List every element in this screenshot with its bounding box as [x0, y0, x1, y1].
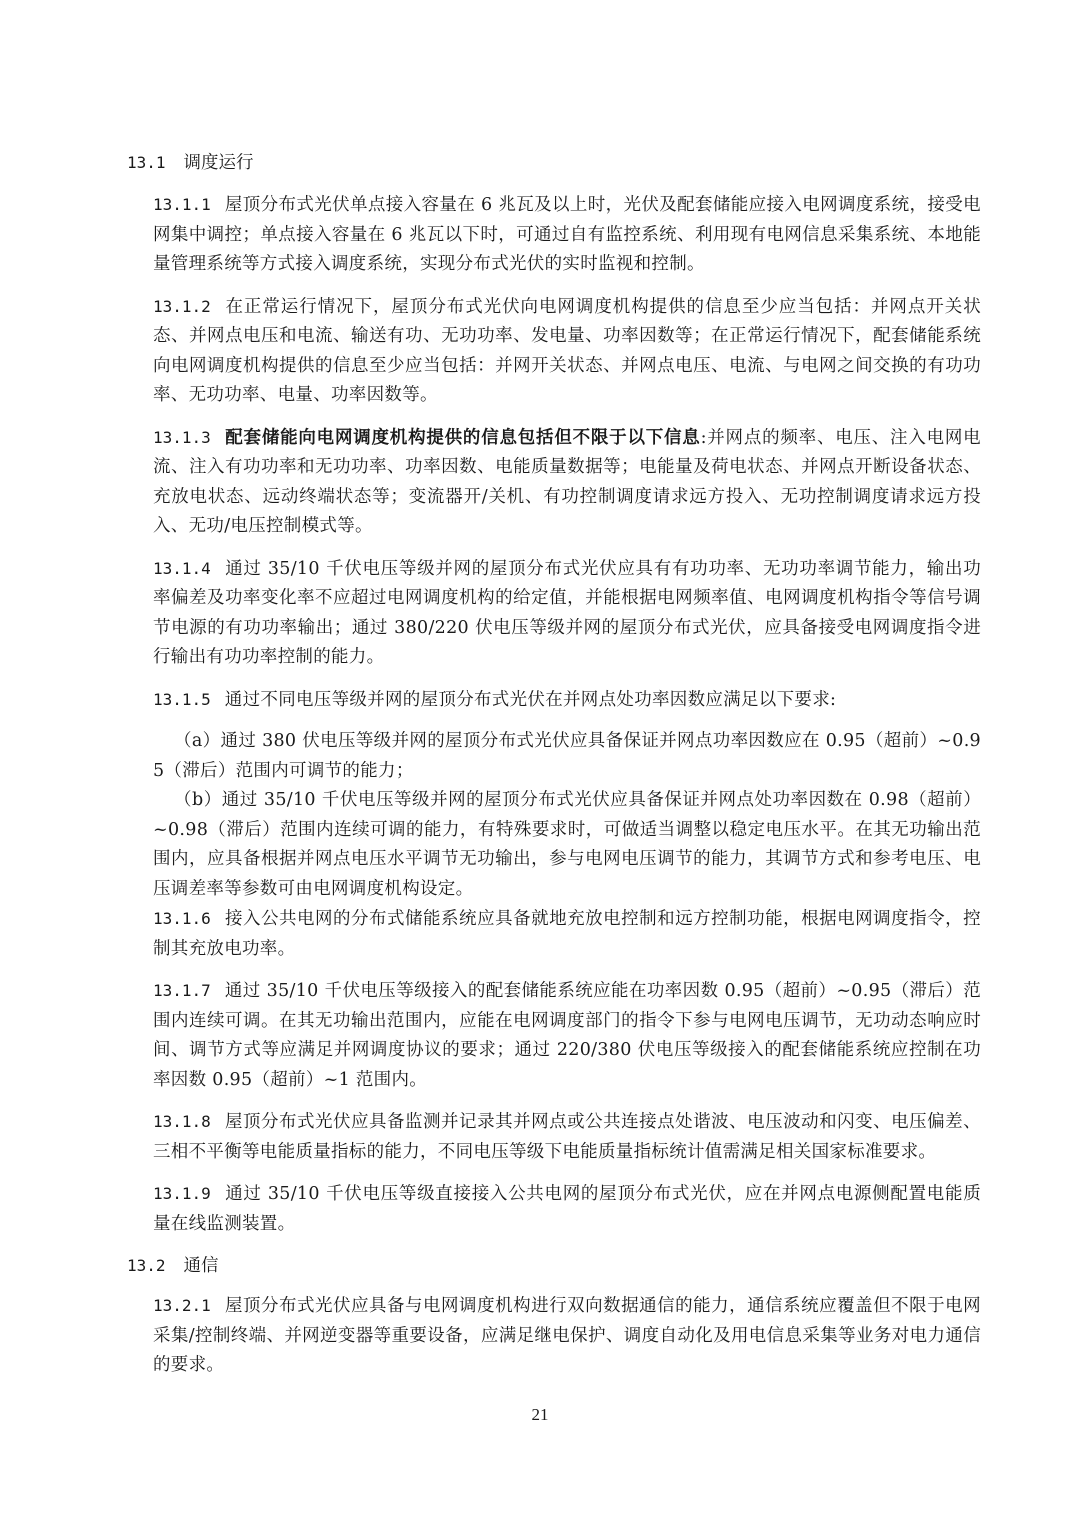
clause-13-1-9 — [153, 1179, 981, 1239]
clause-text: （a）通过 380 伏电压等级并网的屋顶分布式光伏应具备保证并网点功率因数应在 0.95（超前）~0.95（滞后）范围内可调节的能力； — [153, 731, 981, 781]
clause-number: 13.1.5 — [153, 689, 211, 709]
section-number: 13.1 — [127, 153, 166, 172]
clause-13-1-5 — [153, 685, 981, 716]
clause-text: :并网点的频率、电压、注入电网电流、注入有功功率和无功功率、功率因数、电能质量数据等；电能量及荷电状态、并网点开断设备状态、充放电状态、远动终端状态等；变流器开/关机、有功控制调度请求远方投入、无功控制调度请求远方投入、无功/电压控制模式等。 — [153, 427, 981, 536]
page-number: 21 — [531, 1405, 549, 1424]
clause-13-1-5-a — [153, 727, 981, 786]
clause-text: 接入公共电网的分布式储能系统应具备就地充放电控制和远方控制功能，根据电网调度指令，控制其充放电功率。 — [153, 909, 981, 959]
section-heading-13-1 — [127, 148, 955, 178]
clause-text: 屋顶分布式光伏应具备监测并记录其并网点或公共连接点处谐波、电压波动和闪变、电压偏差、三相不平衡等电能质量指标的能力，不同电压等级下电能质量指标统计值需满足相关国家标准要求。 — [153, 1112, 981, 1162]
section-number: 13.2 — [127, 1256, 166, 1275]
clause-text: 通过 35/10 千伏电压等级直接接入公共电网的屋顶分布式光伏，应在并网点电源侧配置电能质量在线监测装置。 — [153, 1184, 981, 1234]
clause-text: 通过 35/10 千伏电压等级接入的配套储能系统应能在功率因数 0.95（超前）~0.95（滞后）范围内连续可调。在其无功输出范围内，应能在电网调度部门的指令下参与电网电压调节，无功动态响应时间、调节方式等应满足并网调度协议的要求；通过 220/380 伏电压等级接入的配套储能系统应控制在功率因数 0.95（超前）~1 范围内。 — [153, 981, 981, 1090]
clause-text: 在正常运行情况下，屋顶分布式光伏向电网调度机构提供的信息至少应当包括：并网点开关状态、并网点电压和电流、输送有功、无功功率、发电量、功率因数等；在正常运行情况下，配套储能系统向电网调度机构提供的信息至少应当包括：并网开关状态、并网点电压、电流、与电网之间交换的有功功率、无功功率、电量、功率因数等。 — [153, 296, 981, 405]
clause-number: 13.1.4 — [153, 558, 211, 578]
clause-13-1-5-b — [153, 786, 981, 904]
clause-13-1-4 — [153, 554, 981, 673]
clause-text: 屋顶分布式光伏单点接入容量在 6 兆瓦及以上时，光伏及配套储能应接入电网调度系统，接受电网集中调控；单点接入容量在 6 兆瓦以下时，可通过自有监控系统、利用现有电网信息采集系统、本地能量管理系统等方式接入调度系统，实现分布式光伏的实时监视和控制。 — [153, 195, 981, 274]
clause-13-1-3 — [153, 423, 981, 542]
clause-number: 13.1.3 — [153, 427, 211, 447]
clause-13-1-6 — [153, 904, 981, 964]
section-title: 通信 — [183, 1256, 219, 1276]
clause-number: 13.1.2 — [153, 296, 211, 316]
clause-number: 13.2.1 — [153, 1296, 211, 1315]
clause-text: 屋顶分布式光伏应具备与电网调度机构进行双向数据通信的能力，通信系统应覆盖但不限于电网采集/控制终端、并网逆变器等重要设备，应满足继电保护、调度自动化及用电信息采集等业务对电力通信的要求。 — [153, 1296, 981, 1375]
clause-number: 13.1.7 — [153, 981, 211, 1000]
clause-text: 通过 35/10 千伏电压等级并网的屋顶分布式光伏应具有有功功率、无功功率调节能力，输出功率偏差及功率变化率不应超过电网调度机构的给定值，并能根据电网频率值、电网调度机构指令等信号调节电源的有功功率输出；通过 380/220 伏电压等级并网的屋顶分布式光伏，应具备接受电网调度指令进行输出有功功率控制的能力。 — [153, 558, 981, 667]
clause-13-1-8 — [153, 1107, 981, 1167]
clause-text: （b）通过 35/10 千伏电压等级并网的屋顶分布式光伏应具备保证并网点处功率因数在 0.98（超前）~0.98（滞后）范围内连续可调的能力，有特殊要求时，可做适当调整以稳定电压水平。在其无功输出范围内，应具备根据并网点电压水平调节无功输出，参与电网电压调节的能力，其调节方式和参考电压、电压调差率等参数可由电网调度机构设定。 — [153, 790, 981, 899]
clause-13-2-1 — [153, 1291, 981, 1381]
document-body — [127, 148, 981, 1381]
clause-bold-lead: 配套储能向电网调度机构提供的信息包括但不限于以下信息 — [224, 427, 701, 448]
clause-13-1-2 — [153, 292, 981, 411]
section-title: 调度运行 — [183, 153, 254, 173]
clause-number: 13.1.8 — [153, 1112, 211, 1131]
clause-13-1-1 — [153, 190, 981, 280]
clause-number: 13.1.1 — [153, 195, 211, 214]
section-heading-13-2 — [127, 1251, 955, 1281]
clause-13-1-7 — [153, 976, 981, 1095]
clause-number: 13.1.6 — [153, 909, 211, 928]
clause-number: 13.1.9 — [153, 1184, 211, 1203]
clause-text: 通过不同电压等级并网的屋顶分布式光伏在并网点处功率因数应满足以下要求: — [224, 689, 837, 710]
